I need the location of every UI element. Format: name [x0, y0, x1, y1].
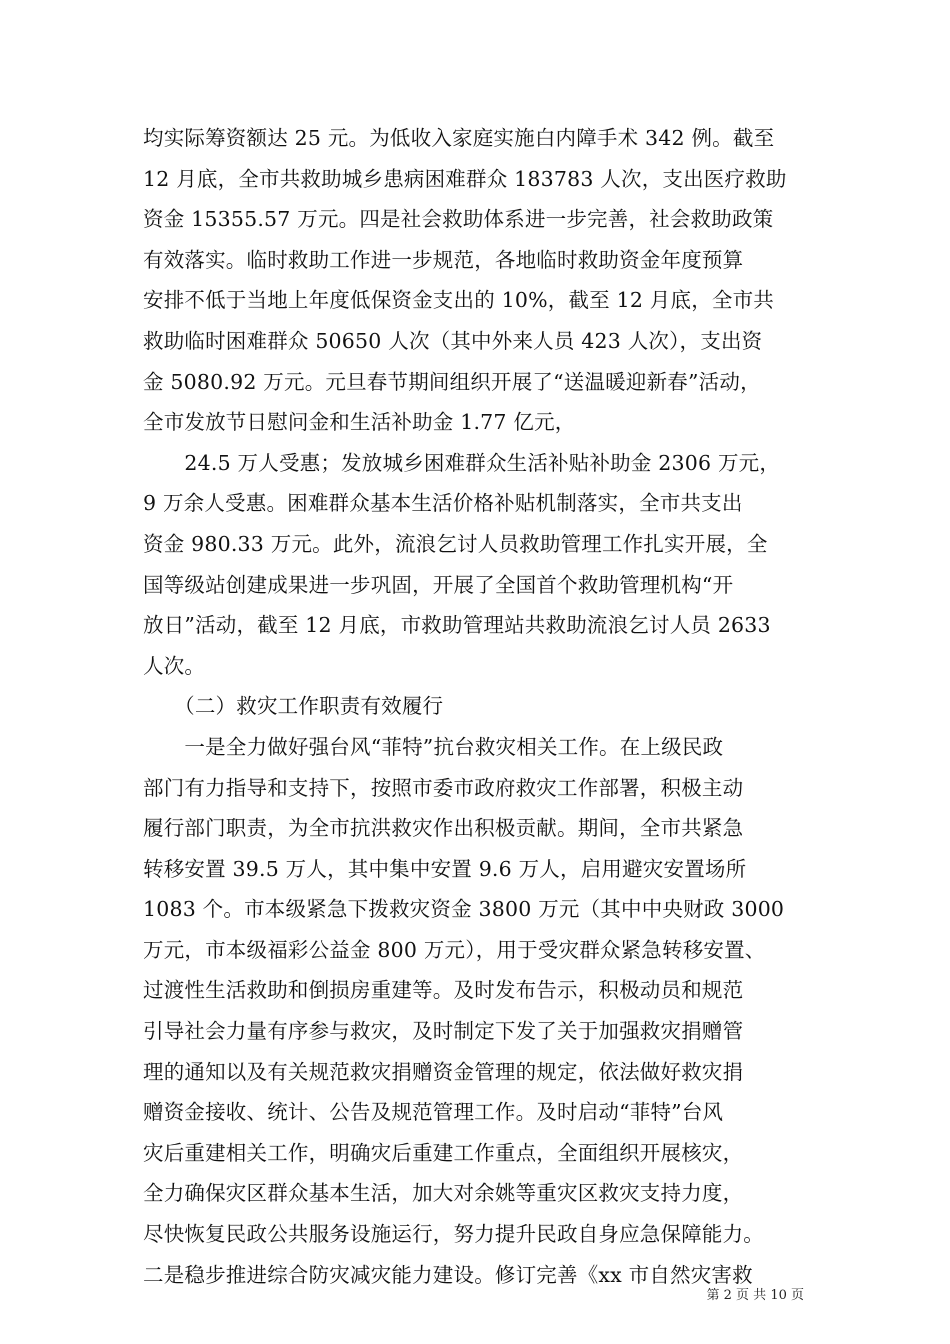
text-line: 安排不低于当地上年度低保资金支出的 10%，截至 12 月底，全市共 — [143, 288, 774, 313]
text-line: 均实际筹资额达 25 元。为低收入家庭实施白内障手术 342 例。截至 — [143, 126, 775, 150]
section-heading: （二）救灾工作职责有效履行 — [143, 694, 444, 719]
text-line: 转移安置 39.5 万人，其中集中安置 9.6 万人，启用避灾安置场所 — [143, 856, 747, 881]
text-line: 全力确保灾区群众基本生活，加大对余姚等重灾区救灾支持力度， — [143, 1181, 744, 1206]
text-line: 部门有力指导和支持下，按照市委市政府救灾工作部署，积极主动 — [143, 775, 744, 800]
text-line: 金 5080.92 万元。元旦春节期间组织开展了“送温暖迎新春”活动， — [143, 369, 761, 394]
text-line: 引导社会力量有序参与救灾，及时制定下发了关于加强救灾捐赠管 — [143, 1019, 744, 1044]
text-line: 万元，市本级福彩公益金 800 万元），用于受灾群众紧急转移安置、 — [143, 937, 766, 962]
text-line: 尽快恢复民政公共服务设施运行，努力提升民政自身应急保障能力。 — [143, 1222, 764, 1247]
text-line: 全市发放节日慰问金和生活补助金 1.77 亿元， — [143, 410, 576, 435]
body-text — [143, 118, 811, 1295]
text-line: 资金 15355.57 万元。四是社会救助体系进一步完善，社会救助政策 — [143, 207, 774, 232]
text-line: 9 万余人受惠。困难群众基本生活价格补贴机制落实，全市共支出 — [143, 491, 743, 516]
text-line: 12 月底，全市共救助城乡患病困难群众 183783 人次，支出医疗救助 — [143, 166, 787, 191]
text-line: 有效落实。临时救助工作进一步规范，各地临时救助资金年度预算 — [143, 247, 744, 272]
text-line: 人次。 — [143, 653, 206, 678]
text-line: 过渡性生活救助和倒损房重建等。及时发布告示，积极动员和规范 — [143, 978, 744, 1003]
text-line: 资金 980.33 万元。此外，流浪乞讨人员救助管理工作扎实开展，全 — [143, 531, 768, 556]
text-line: 灾后重建相关工作，明确灾后重建工作重点，全面组织开展核灾， — [143, 1140, 744, 1165]
page-number-footer: 第 2 页 共 10 页 — [706, 1288, 804, 1303]
text-line: 国等级站创建成果进一步巩固，开展了全国首个救助管理机构“开 — [143, 572, 734, 597]
text-line: 1083 个。市本级紧急下拨救灾资金 3800 万元（其中中央财政 3000 — [143, 897, 785, 922]
text-line: 二是稳步推进综合防灾减灾能力建设。修订完善《xx 市自然灾害救 — [143, 1262, 753, 1287]
text-line: 24.5 万人受惠；发放城乡困难群众生活补贴补助金 2306 万元， — [143, 450, 781, 475]
text-line: 放日”活动，截至 12 月底，市救助管理站共救助流浪乞讨人员 2633 — [143, 613, 771, 638]
text-line: 赠资金接收、统计、公告及规范管理工作。及时启动“菲特”台风 — [143, 1100, 724, 1125]
text-line: 救助临时困难群众 50650 人次（其中外来人员 423 人次），支出资 — [143, 328, 763, 353]
text-line: 履行部门职责，为全市抗洪救灾作出积极贡献。期间，全市共紧急 — [143, 816, 744, 841]
text-line: 理的通知以及有关规范救灾捐赠资金管理的规定，依法做好救灾捐 — [143, 1059, 744, 1084]
text-line: 一是全力做好强台风“菲特”抗台救灾相关工作。在上级民政 — [143, 734, 724, 759]
